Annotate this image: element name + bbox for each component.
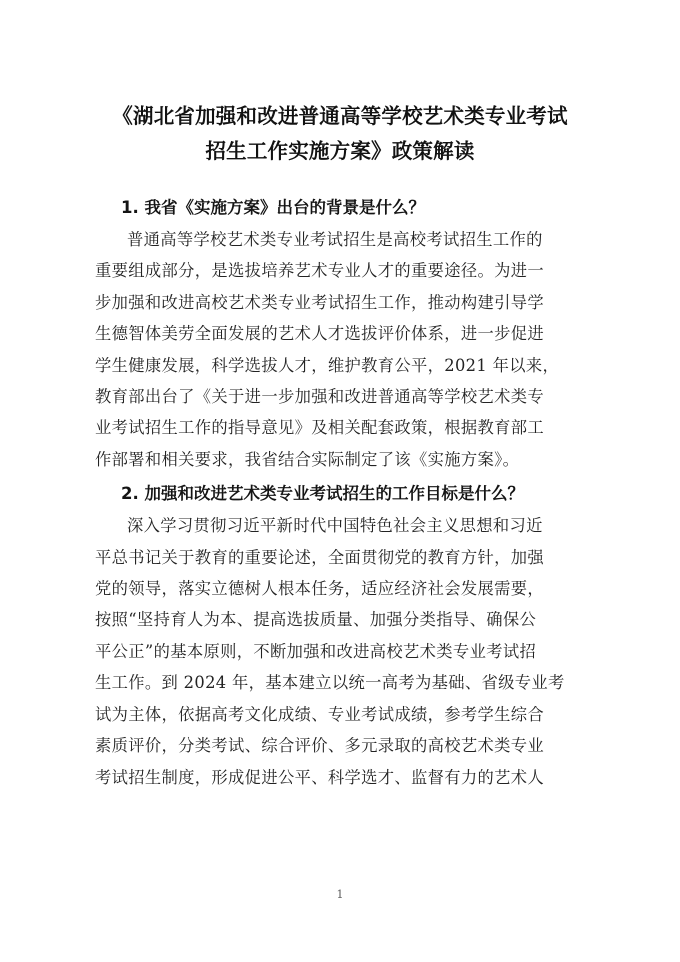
paragraph-line: 平公正”的基本原则，不断加强和改进高校艺术类专业考试招 [95,641,537,661]
document-body [95,192,587,793]
paragraph-line: 深入学习贯彻习近平新时代中国特色社会主义思想和习近 [127,516,543,536]
section-paragraph-2 [95,510,587,793]
paragraph-line: 试为主体，依据高考文化成绩、专业考试成绩，参考学生综合 [95,704,545,724]
paragraph-line: 作部署和相关要求，我省结合实际制定了该《实施方案》。 [95,449,520,469]
paragraph-line: 重要组成部分，是选拔培养艺术专业人才的重要途径。为进一 [95,261,545,281]
document-title-line-1: 《湖北省加强和改进普通高等学校艺术类专业考试 [112,104,568,128]
paragraph-line: 教育部出台了《关于进一步加强和改进普通高等学校艺术类专 [95,387,545,407]
paragraph-line: 生德智体美劳全面发展的艺术人才选拔评价体系，进一步促进 [95,324,545,344]
section-paragraph-1 [95,224,587,475]
paragraph-line: 学生健康发展，科学选拔人才，维护教育公平，2021 年以来， [95,355,560,375]
paragraph-line: 步加强和改进高校艺术类专业考试招生工作，推动构建引导学 [95,292,545,312]
paragraph-line: 按照“坚持育人为本、提高选拔质量、加强分类指导、确保公 [95,610,537,630]
section-heading-2: 2. 加强和改进艺术类专业考试招生的工作目标是什么？ [121,484,524,504]
paragraph-line: 党的领导，落实立德树人根本任务，适应经济社会发展需要， [95,579,545,599]
paragraph-line: 考试招生制度，形成促进公平、科学选才、监督有力的艺术人 [95,767,545,787]
section-heading-1: 1. 我省《实施方案》出台的背景是什么？ [121,198,425,217]
paragraph-line: 生工作。到 2024 年，基本建立以统一高考为基础、省级专业考 [95,673,565,693]
paragraph-line: 普通高等学校艺术类专业考试招生是高校考试招生工作的 [127,230,543,249]
document-title [95,99,585,169]
paragraph-line: 素质评价，分类考试、综合评价、多元录取的高校艺术类专业 [95,736,545,756]
paragraph-line: 平总书记关于教育的重要论述，全面贯彻党的教育方针，加强 [95,547,545,567]
document-title-line-2: 招生工作实施方案》政策解读 [205,139,475,163]
paragraph-line: 业考试招生工作的指导意见》及相关配套政策，根据教育部工 [95,418,545,438]
page-number: 1 [336,888,344,901]
